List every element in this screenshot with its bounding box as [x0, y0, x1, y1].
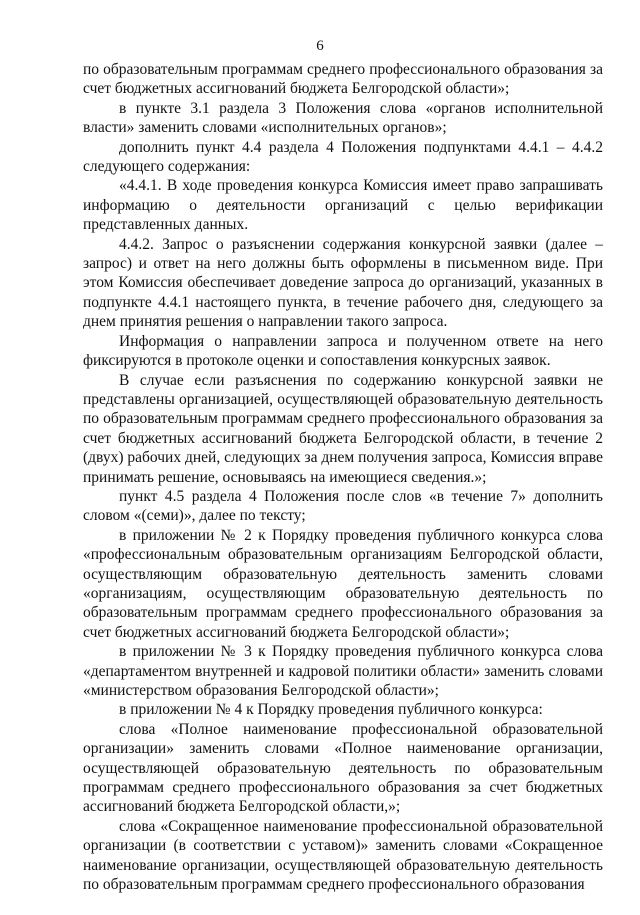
paragraph-no-clarification: В случае если разъяснения по содержанию конкурсной заявки не представлены организацией, осуществляющей образовательную деятельность по образовательным программам среднего профессионального образования за счет бюджетных ассигнований бюджета Белгородской области, в течение 2 (двух) рабочих дней, следующих за днем получения запроса, Комиссия вправе принимать решение, основываясь на имеющиеся сведения.»;	[83, 371, 603, 486]
paragraph-appendix-2: в приложении № 2 к Порядку проведения публичного конкурса слова «профессиональным образовательным организациям Белгородской области, осуществляющим образовательную деятельность заменить словами «организациям, осуществляющим образовательную деятельность по образовательным программам среднего профессионального образования за счет бюджетных ассигнований бюджета Белгородской области»;	[83, 526, 603, 641]
paragraph-appendix-3: в приложении № 3 к Порядку проведения публичного конкурса слова «департаментом внутренней и кадровой политики области» заменить словами «министерством образования Белгородской области»;	[83, 643, 603, 699]
paragraph-short-name: слова «Сокращенное наименование профессиональной образовательной организации (в соответствии с уставом)» заменить словами «Сокращенное наименование организации, осуществляющей образовательную деятельность по образовательным программам среднего профессионального образования	[83, 817, 603, 894]
document-body	[83, 60, 603, 894]
paragraph-full-name: слова «Полное наименование профессиональной образовательной организации» заменить словами «Полное наименование организации, осуществляющей образовательную деятельность по образовательным программам среднего профессионального образования за счет бюджетных ассигнований бюджета Белгородской области,»;	[83, 720, 603, 816]
paragraph-protocol-info: Информация о направлении запроса и полученном ответе на него фиксируются в протоколе оценки и сопоставления конкурсных заявок.	[83, 332, 603, 370]
paragraph-4-4-1: «4.4.1. В ходе проведения конкурса Комиссия имеет право запрашивать информацию о деятельности организаций с целью верификации представленных данных.	[83, 177, 603, 234]
paragraph-continuation: по образовательным программам среднего профессионального образования за счет бюджетных ассигнований бюджета Белгородской области»;	[83, 61, 603, 98]
paragraph-4-4-2: 4.4.2. Запрос о разъяснении содержания конкурсной заявки (далее – запрос) и ответ на него должны быть оформлены в письменном виде. При этом Комиссия обеспечивает доведение запроса до организаций, указанных в подпункте 4.4.1 настоящего пункта, в течение рабочего дня, следующего за днем принятия решения о направлении такого запроса.	[83, 235, 603, 331]
paragraph-add-subsections: дополнить пункт 4.4 раздела 4 Положения подпунктами 4.4.1 – 4.4.2 следующего содержания:	[83, 138, 603, 176]
paragraph-amend-section-3-1: в пункте 3.1 раздела 3 Положения слова «органов исполнительной власти» заменить словами «исполнительных органов»;	[83, 99, 603, 137]
page-number: 6	[316, 38, 324, 54]
paragraph-amend-section-4-5: пункт 4.5 раздела 4 Положения после слов «в течение 7» дополнить словом «(семи)», далее по тексту;	[83, 487, 603, 525]
paragraph-appendix-4-intro: в приложении № 4 к Порядку проведения публичного конкурса:	[119, 701, 543, 719]
